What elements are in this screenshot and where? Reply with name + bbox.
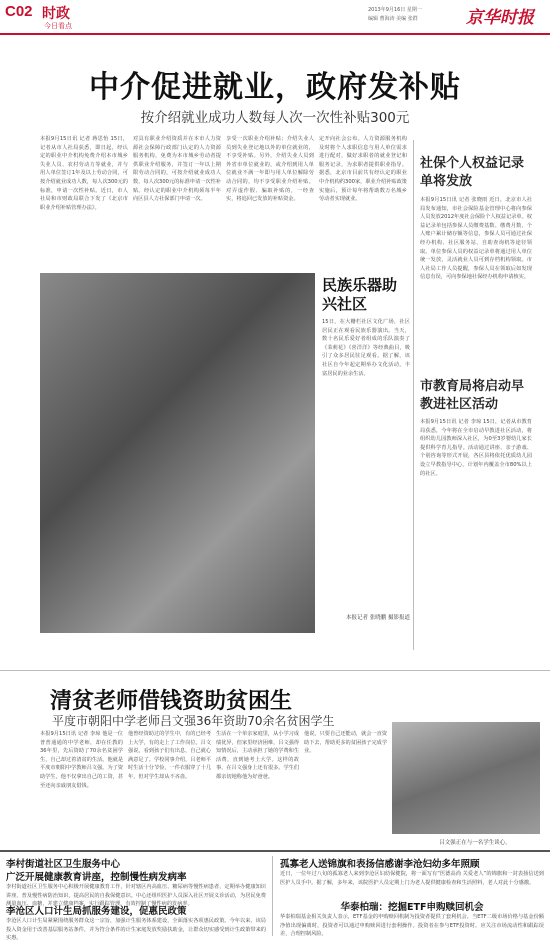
bottom-left-2-body: 李沧区人口计生局紧紧围绕服务群众这一宗旨，加强计生服务体系建设，全面落实各项惠民政策。今年以来，该局投入资金用于改善基层服务站条件，并为符合条件的计生家庭发放奖励扶助金，让群众切实感受到计生政策带来的实惠。 (6, 918, 266, 942)
editor-line: 编辑 曹海涛 美编 张群 (368, 16, 418, 22)
teacher-col-3: 生活在一个单亲家庭里，从小学习成绩优异，但家里经济困难，吕文强得知情况后，主动承担了她的学费和生活费，直到她考上大学。这样的故事，在吕文强身上还有很多。学生们都亲切地称他为好爸爸。 (216, 731, 300, 780)
column-divider (413, 140, 414, 650)
teacher-col-2: 他曾经资助过的学生中，有的已经考上大学，有的走上了工作岗位。吕文强说，看到孩子们有出息，自己就心满意足了。学校同事介绍，吕老师平时生活十分节俭，一件衣服穿了十几年，但对学生却从不吝啬。 (128, 731, 212, 780)
bottom-right-1-body: 近日，一位年过八旬的孤寡老人来到李沧区妇幼保健院，将一面写有“医德高尚 关爱老人”的锦旗和一封表扬信送到医护人员手中。据了解，多年来，该院医护人员定期上门为老人提供健康检查和生活照料，老人对此十分感激。 (280, 871, 544, 886)
photo-story-body: 15日，在大栅栏社区文化广场，社区居民正在观看民族乐器演出。当天，数十名民乐爱好者组成的乐队演奏了《茉莉花》《喜洋洋》等经典曲目，吸引了众多居民驻足观看。据了解，该社区自今年起定期举办文化活动，丰富居民的业余生活。 (322, 319, 410, 377)
bottom-left-1-body: 李村街道社区卫生服务中心积极开展健康教育工作，针对辖区内高血压、糖尿病等慢性病患者，定期举办健康知识讲座，普及慢性病防治知识，提高居民的自我保健意识。中心还组织医护人员深入社区开展义诊活动，为居民免费测量血压、血糖，并建立健康档案，实行跟踪管理，有效控制了慢性病的发病率。 (6, 884, 266, 908)
main-news-photo (40, 273, 315, 633)
teacher-subheadline: 平度市朝阳中学老师吕文强36年资助70余名贫困学生 (52, 714, 335, 728)
teacher-photo (392, 722, 540, 834)
teacher-col-1: 本报9月15日讯 记者 李琼 他是一位普普通通的中学老师，却在任教的36年里，先后资助了70余名贫困学生，自己却过着清贫的生活。他就是平度市朝阳中学教师吕文强。为了资助学生，他不仅拿出自己的工资，甚至还向亲戚朋友借钱。 (40, 731, 124, 789)
date-editor-block (368, 6, 463, 24)
main-col-2: 对具有职业介绍资质并在本市人力资源社会保障行政部门认定的人力资源服务机构，免费为本市城乡劳动者提供职业介绍服务，并签订一年以上期限劳动合同的，可按介绍就业成功人数，每人次300元的标准申请一次性补贴。经认定的职业中介机构须每半年向区县人力社保部门申请一次。 (133, 136, 221, 203)
bottom-left-1-headline: 李村街道社区卫生服务中心 (6, 859, 121, 870)
bottom-right-1-headline: 孤寡老人送锦旗和表扬信感谢李沧妇幼多年照顾 (280, 859, 480, 870)
header-rule (0, 33, 550, 35)
section-title: 时政 (42, 6, 70, 22)
main-subheadline: 按介绍就业成功人数每人次一次性补贴300元 (140, 110, 410, 126)
teacher-headline: 清贫老师借钱资助贫困生 (50, 689, 293, 714)
subsection-title: 今日看点 (44, 22, 72, 30)
sidebar2-headline: 市教育局将启动早教进社区活动 (420, 379, 525, 412)
main-headline: 中介促进就业，政府发补贴 (89, 70, 461, 105)
bottom-right-2-headline: 华泰柏瑞：挖掘ETF申购赎回机会 (340, 902, 484, 913)
page-code: C02 (5, 3, 33, 20)
sidebar1-body: 本报9月15日讯 记者 张晓雨 近日，北京市人社局发布通知，市社会保险基金管理中心将向参保人员发放2012年度社会保险个人权益记录单。权益记录单包括参保人员缴费基数、缴费月数、个人账户累计储存额等信息，参保人员可通过社保经办机构、社区服务站、自助查询机等途径领取。单位参保人员的权益记录单将通过用人单位统一发放，灵活就业人员可到存档机构领取。市人社局工作人员提醒，参保人员在领取后如发现信息有误，可向参保地社保经办机构申请核实。 (420, 197, 532, 281)
sidebar2-body: 本报9月15日讯 记者 李琼 15日，记者从市教育局获悉，今年将在全市启动早教进社区活动，将组织幼儿园教师深入社区，为0至3岁婴幼儿家长提供科学育儿指导。活动通过讲座、亲子游戏、个别咨询等形式开展，各区县将依托优质幼儿园设立早教指导中心，计划年内覆盖全市80%以上的社区。 (420, 419, 532, 477)
sidebar1-headline: 社保个人权益记录单将发放 (420, 156, 525, 189)
section-divider-1 (0, 670, 550, 671)
bottom-divider (272, 856, 273, 936)
main-col-4: 定开向社会公布。人力资源服务机构及时将个人求职信息与用人单位需求进行配对，做好求职者的就业登记和服务记录，为求职者提供职业指导。据悉，北京市目前共有经认定的职业中介机构约300家，职业介绍补贴政策实施后，预计每年将帮助数万名城乡劳动者实现就业。 (319, 136, 407, 203)
bottom-left-1-subheadline: 广泛开展健康教育讲座，控制慢性病发病率 (6, 872, 187, 883)
date-line: 2013年9月16日 星期一 (368, 7, 422, 13)
bottom-left-2-headline: 李沧区人口计生局抓服务建设，促惠民政策 (6, 906, 187, 917)
main-col-1: 本报9月15日讯 记者 蒋思怡 15日，记者从市人社局获悉，即日起，经认定的职业中介机构免费介绍本市城乡失业人员、农村劳动力等就业，并与用人单位签订1年及以上劳动合同，可按介绍就业成功人数，每人次300元的标准，申请一次性补贴。近日，市人社局和市财政局联合下发了《北京市职业介绍补贴管理办法》。 (40, 136, 128, 211)
main-col-3: 享受一次职业介绍补贴；介绍失业人员到失业登记地以外的单位就业的，不享受补贴。另外，介绍失业人员到外省市单位就业的，或介绍到用人单位就业不满一年即与用人单位解除劳动合同的，均不享受职业介绍补贴。对弄虚作假、骗取补贴的，一经查实，将追回已发放的补贴资金。 (226, 136, 314, 203)
section-divider-2 (0, 850, 550, 852)
newspaper-logo: 京华时报 (466, 8, 534, 28)
teacher-photo-caption: 吕文强正在与一名学生谈心。 (439, 840, 511, 846)
teacher-col-4: 他说，只要自己还能动，就会一直资助下去，帮助更多的贫困孩子完成学业。 (304, 731, 388, 755)
photo-story-headline: 民族乐器助兴社区 (322, 276, 398, 313)
bottom-right-2-body: 华泰柏瑞基金相关负责人表示，ETF基金的申购赎回机制为投资者提供了套利机会。当ETF二级市场价格与基金份额净值出现偏离时，投资者可以通过申购赎回进行套利操作。投资者在参与ETF投资时，应关注市场流动性和跟踪误差，合理控制风险。 (280, 914, 544, 938)
photo-story-credit: 本报记者 张晓鹏 摄影报道 (346, 615, 410, 621)
